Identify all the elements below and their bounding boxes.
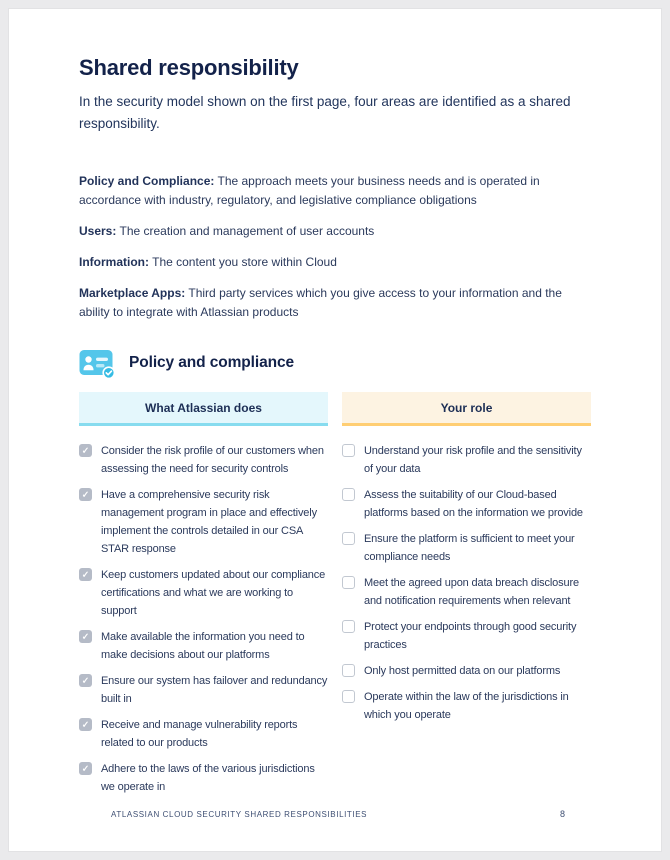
checklist-item-text: Operate within the law of the jurisdictions in which you operate	[364, 691, 569, 721]
section-heading	[79, 347, 591, 379]
checklist-item	[79, 486, 328, 558]
definition-label: Policy and Compliance:	[79, 174, 215, 188]
definition-label: Marketplace Apps:	[79, 286, 186, 300]
checkbox-unchecked-icon	[342, 532, 355, 545]
page-content	[9, 9, 661, 804]
footer-page-number: 8	[559, 809, 565, 819]
checklist-item-text: Make available the information you need to make decisions about our platforms	[101, 631, 305, 661]
definition-policy-compliance	[79, 172, 591, 210]
checkbox-unchecked-icon	[342, 576, 355, 589]
section-title: Policy and compliance	[129, 354, 295, 371]
checklist-item	[342, 574, 591, 610]
definition-information	[79, 253, 591, 272]
document-page	[8, 8, 662, 852]
page-footer	[9, 809, 661, 819]
checkbox-checked-icon	[79, 488, 92, 501]
column-header-your-role: Your role	[342, 392, 591, 426]
checkbox-unchecked-icon	[342, 444, 355, 457]
checklist-item	[342, 618, 591, 654]
definition-users	[79, 222, 591, 241]
checklist-item-text: Ensure our system has failover and redundancy built in	[101, 675, 328, 705]
checklist-your-role	[342, 426, 591, 724]
column-header-atlassian: What Atlassian does	[79, 392, 328, 426]
checklist-item	[79, 716, 328, 752]
checklist-item-text: Only host permitted data on our platforms	[364, 665, 561, 677]
checklist-item-text: Assess the suitability of our Cloud-based platforms based on the information we provide	[364, 489, 583, 519]
checkbox-unchecked-icon	[342, 488, 355, 501]
checklist-item	[79, 628, 328, 664]
checkbox-checked-icon	[79, 444, 92, 457]
checklist-item	[79, 672, 328, 708]
checkbox-checked-icon	[79, 762, 92, 775]
checkbox-checked-icon	[79, 718, 92, 731]
intro-paragraph: In the security model shown on the first page, four areas are identified as a shared responsibility.	[79, 94, 571, 131]
footer-document-title: ATLASSIAN CLOUD SECURITY SHARED RESPONSIBILITIES	[111, 809, 368, 819]
responsibility-table	[79, 392, 591, 804]
definition-label: Users:	[79, 224, 117, 238]
checklist-item	[342, 688, 591, 724]
definitions-list	[79, 172, 591, 322]
column-your-role	[342, 392, 591, 804]
page-title: Shared responsibility	[79, 55, 299, 80]
id-card-check-icon	[79, 347, 116, 379]
checkbox-unchecked-icon	[342, 690, 355, 703]
definition-marketplace-apps	[79, 284, 591, 322]
checkbox-checked-icon	[79, 674, 92, 687]
definition-text: Third party services which you give access to your information and the ability to integrate with Atlassian products	[79, 286, 562, 319]
checklist-item-text: Consider the risk profile of our customers when assessing the need for security controls	[101, 445, 324, 475]
checklist-item-text: Meet the agreed upon data breach disclosure and notification requirements when relevant	[364, 577, 579, 607]
checklist-item	[79, 566, 328, 620]
checklist-item-text: Receive and manage vulnerability reports related to our products	[101, 719, 298, 749]
checklist-item	[342, 486, 591, 522]
checklist-item-text: Understand your risk profile and the sensitivity of your data	[364, 445, 582, 475]
checklist-item-text: Adhere to the laws of the various jurisdictions we operate in	[101, 763, 315, 793]
checklist-item-text: Keep customers updated about our compliance certifications and what we are working to support	[101, 569, 326, 617]
checklist-item	[342, 530, 591, 566]
definition-label: Information:	[79, 255, 149, 269]
definition-text: The approach meets your business needs and is operated in accordance with industry, regulatory, and legislative compliance obligations	[79, 174, 540, 207]
column-what-atlassian-does	[79, 392, 328, 804]
checklist-item	[79, 442, 328, 478]
checkbox-checked-icon	[79, 630, 92, 643]
checklist-item	[79, 760, 328, 796]
checkbox-unchecked-icon	[342, 620, 355, 633]
checklist-item	[342, 662, 591, 680]
definition-text: The creation and management of user accounts	[119, 224, 375, 238]
checklist-atlassian	[79, 426, 328, 796]
checklist-item	[342, 442, 591, 478]
checkbox-checked-icon	[79, 568, 92, 581]
checklist-item-text: Protect your endpoints through good security practices	[364, 621, 577, 651]
checklist-item-text: Ensure the platform is sufficient to meet your compliance needs	[364, 533, 575, 563]
checkbox-unchecked-icon	[342, 664, 355, 677]
definition-text: The content you store within Cloud	[152, 255, 337, 269]
checklist-item-text: Have a comprehensive security risk management program in place and effectively implement the controls detailed in our CSA STAR response	[101, 489, 317, 555]
